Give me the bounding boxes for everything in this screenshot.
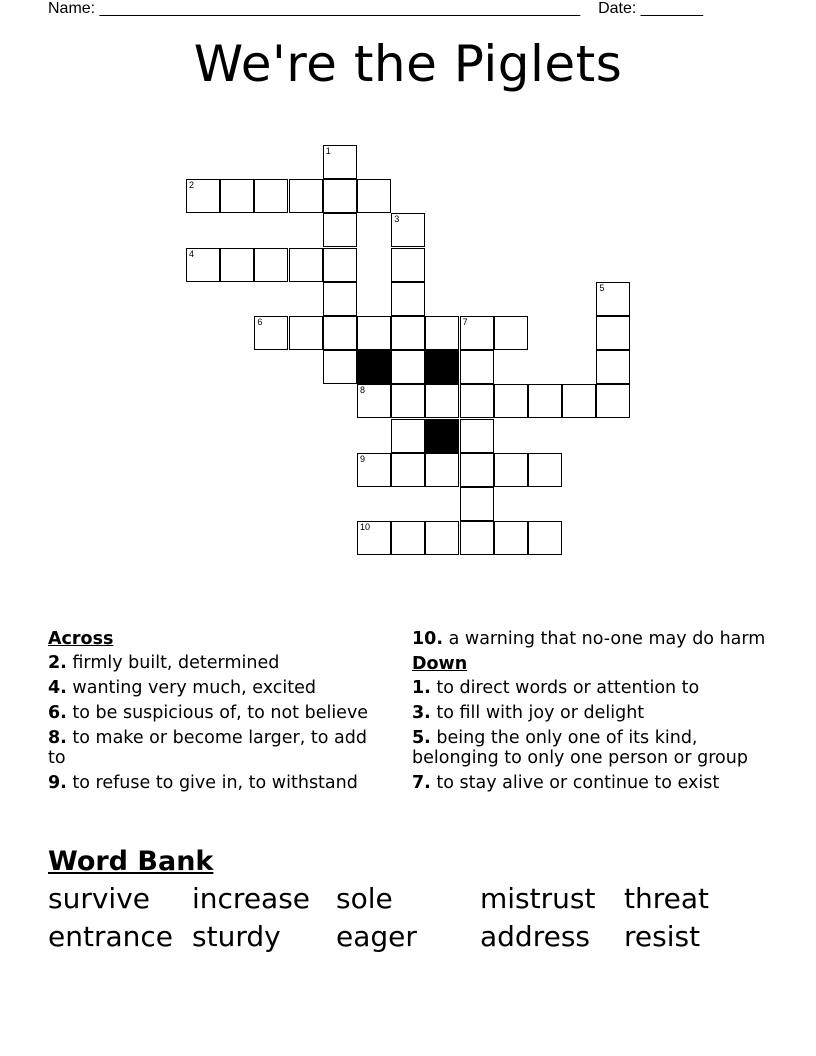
grid-cell[interactable]: [391, 316, 425, 350]
grid-cell[interactable]: [254, 179, 288, 213]
grid-cell[interactable]: [596, 350, 630, 384]
grid-cell[interactable]: [186, 248, 220, 282]
grid-cell[interactable]: [528, 521, 562, 555]
grid-cell[interactable]: [357, 453, 391, 487]
grid-cell[interactable]: [425, 384, 459, 418]
grid-block: [425, 419, 459, 453]
word-bank-item: address: [480, 920, 591, 953]
grid-cell[interactable]: [460, 487, 494, 521]
grid-cell[interactable]: [460, 453, 494, 487]
grid-cell[interactable]: [494, 521, 528, 555]
grid-cell[interactable]: [562, 384, 596, 418]
word-bank-title: Word Bank: [48, 846, 214, 877]
grid-cell[interactable]: [494, 453, 528, 487]
grid-cell[interactable]: [323, 145, 357, 179]
clue-number: 1: [325, 146, 331, 156]
clue-across-8: 8. to make or become larger, to add to: [48, 728, 367, 768]
word-bank-item: increase: [192, 882, 311, 915]
grid-cell[interactable]: [323, 179, 357, 213]
clue-number: 7: [462, 317, 468, 327]
clue-number: 3: [394, 214, 400, 225]
grid-cell[interactable]: [323, 316, 357, 350]
clue-down-3: 3. to fill with joy or delight: [412, 703, 645, 723]
name-field-label[interactable]: Name: ______________________________________________________: [48, 0, 581, 17]
word-bank: [48, 882, 768, 954]
grid-cell[interactable]: [391, 213, 425, 247]
clue-number: 5: [599, 282, 605, 293]
clue-number: 4: [189, 248, 195, 259]
grid-cell[interactable]: [357, 384, 391, 418]
page-title: We're the Piglets: [193, 35, 623, 93]
grid-cell[interactable]: [323, 248, 357, 282]
grid-cell[interactable]: [323, 282, 357, 316]
grid-cell[interactable]: [254, 316, 288, 350]
word-bank-item: survive: [48, 882, 150, 915]
grid-cell[interactable]: [289, 248, 323, 282]
grid-cell[interactable]: [357, 179, 391, 213]
clue-down-7: 7. to stay alive or continue to exist: [412, 773, 720, 793]
grid-cell[interactable]: [528, 453, 562, 487]
word-bank-item: sturdy: [192, 920, 281, 953]
grid-cell[interactable]: [323, 350, 357, 384]
clue-across-9: 9. to refuse to give in, to withstand: [48, 773, 358, 793]
grid-cell[interactable]: [494, 384, 528, 418]
grid-cell[interactable]: [357, 316, 391, 350]
clue-across-2: 2. firmly built, determined: [48, 653, 280, 673]
grid-cell[interactable]: [460, 316, 494, 350]
grid-cell[interactable]: [357, 521, 391, 555]
word-bank-item: resist: [624, 920, 701, 953]
clue-across-4: 4. wanting very much, excited: [48, 678, 316, 698]
grid-cell[interactable]: [186, 179, 220, 213]
word-bank-item: eager: [336, 920, 417, 953]
clue-number: 10: [360, 522, 371, 533]
clues-right-column: [412, 629, 772, 798]
word-bank-item: mistrust: [480, 882, 596, 915]
grid-cell[interactable]: [425, 521, 459, 555]
grid-cell[interactable]: [460, 350, 494, 384]
grid-cell[interactable]: [220, 179, 254, 213]
grid-block: [425, 350, 459, 384]
grid-cell[interactable]: [425, 453, 459, 487]
clues-left-column: [48, 629, 388, 798]
word-bank-item: threat: [624, 882, 709, 915]
grid-cell[interactable]: [289, 179, 323, 213]
clue-number: 2: [189, 180, 195, 191]
grid-cell[interactable]: [391, 521, 425, 555]
clue-down-1: 1. to direct words or attention to: [412, 678, 700, 698]
across-heading: Across: [48, 629, 114, 649]
clue-across-10: 10. a warning that no-one may do harm: [412, 629, 766, 649]
clue-number: 6: [257, 317, 263, 327]
grid-cell[interactable]: [425, 316, 459, 350]
grid-cell[interactable]: [596, 384, 630, 418]
grid-cell[interactable]: [391, 384, 425, 418]
grid-cell[interactable]: [391, 453, 425, 487]
clue-number: 9: [360, 453, 366, 464]
grid-cell[interactable]: [494, 316, 528, 350]
grid-cell[interactable]: [391, 282, 425, 316]
clue-number: 8: [360, 385, 366, 396]
date-field-label[interactable]: Date: _______: [598, 0, 704, 17]
grid-cell[interactable]: [289, 316, 323, 350]
grid-block: [357, 350, 391, 384]
grid-cell[interactable]: [528, 384, 562, 418]
grid-cell[interactable]: [460, 419, 494, 453]
word-bank-item: sole: [336, 882, 393, 915]
word-bank-item: entrance: [48, 920, 173, 953]
grid-cell[interactable]: [596, 316, 630, 350]
grid-cell[interactable]: [391, 419, 425, 453]
grid-cell[interactable]: [323, 213, 357, 247]
grid-cell[interactable]: [391, 248, 425, 282]
grid-cell[interactable]: [596, 282, 630, 316]
grid-cell[interactable]: [254, 248, 288, 282]
clue-across-6: 6. to be suspicious of, to not believe: [48, 703, 369, 723]
clue-down-5: 5. being the only one of its kind, belonging to only one person or group: [412, 728, 748, 768]
grid-cell[interactable]: [220, 248, 254, 282]
down-heading: Down: [412, 654, 468, 674]
grid-cell[interactable]: [460, 384, 494, 418]
grid-cell[interactable]: [460, 521, 494, 555]
grid-cell[interactable]: [391, 350, 425, 384]
